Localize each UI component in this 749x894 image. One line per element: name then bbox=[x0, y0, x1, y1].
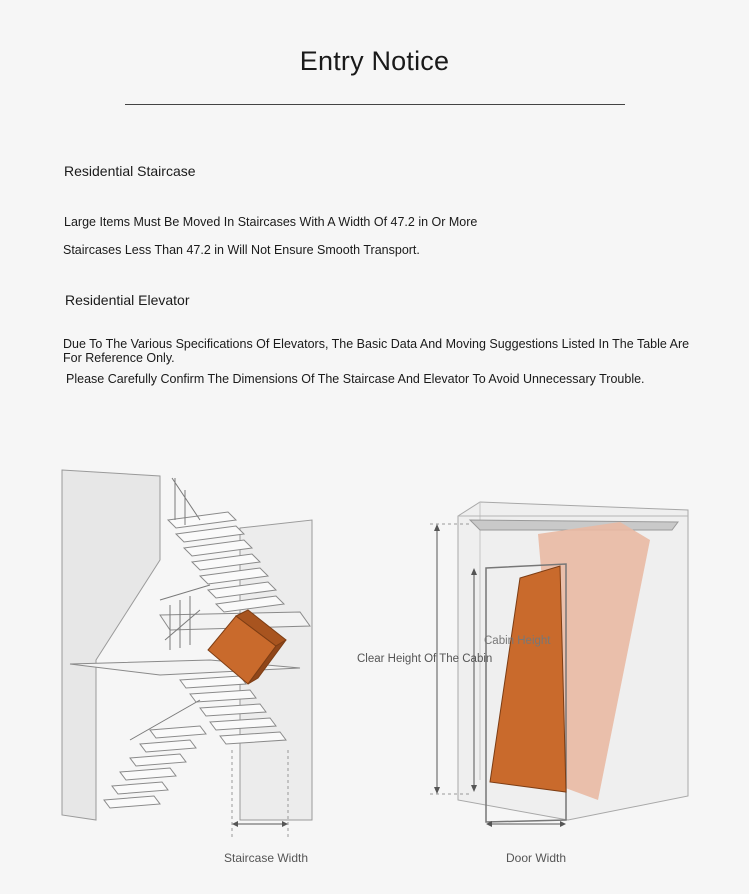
clear-height-label: Clear Height Of The Cabin bbox=[357, 653, 493, 665]
staircase-text-2: Staircases Less Than 47.2 in Will Not Ensure Smooth Transport. bbox=[63, 243, 420, 257]
cabin-height-label: Cabin Height bbox=[484, 635, 551, 647]
staircase-width-caption: Staircase Width bbox=[224, 851, 309, 865]
elevator-heading: Residential Elevator bbox=[65, 292, 190, 308]
door-width-caption: Door Width bbox=[506, 851, 567, 865]
staircase-text-1: Large Items Must Be Moved In Staircases With A Width Of 47.2 in Or More bbox=[64, 215, 478, 229]
elevator-text-2: Please Carefully Confirm The Dimensions Of The Staircase And Elevator To Avoid Unnecessary Trouble. bbox=[66, 372, 645, 386]
elevator-text-1: Due To The Various Specifications Of Elevators, The Basic Data And Moving Suggestions Listed In The Table Are For Reference Only. bbox=[63, 337, 690, 365]
staircase-illustration bbox=[62, 470, 312, 838]
page-title: Entry Notice bbox=[299, 46, 450, 76]
staircase-heading: Residential Staircase bbox=[64, 163, 196, 179]
